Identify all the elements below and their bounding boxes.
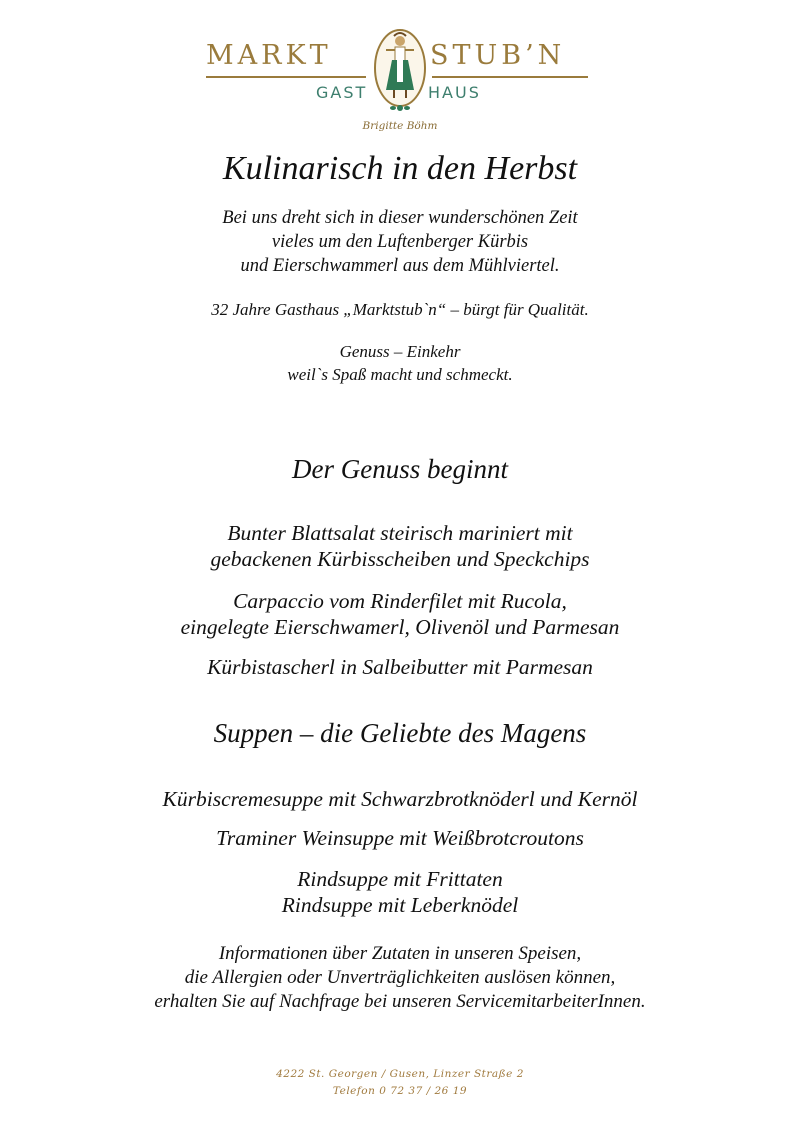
menu-item-line: Kürbistascherl in Salbeibutter mit Parmesan [207, 655, 593, 679]
menu-item-line: Kürbiscremesuppe mit Schwarzbrotknöderl und Kernöl [162, 787, 638, 811]
motto-line: Genuss – Einkehr [339, 342, 461, 361]
menu-item [0, 825, 800, 851]
section-title-soups: Suppen – die Geliebte des Magens [213, 718, 587, 748]
menu-item [0, 654, 800, 680]
footer-phone: Telefon 0 72 37 / 26 19 [332, 1085, 468, 1097]
allergen-note [0, 942, 800, 1014]
menu-item-line: Traminer Weinsuppe mit Weißbrotcroutons [216, 826, 584, 850]
motto-text [0, 340, 800, 386]
menu-item-line: Carpaccio vom Rinderfilet mit Rucola, [233, 589, 567, 613]
anniversary-text: 32 Jahre Gasthaus „Marktstub`n“ – bürgt für Qualität. [211, 300, 589, 319]
menu-item-line: gebackenen Kürbisscheiben und Speckchips [210, 547, 590, 571]
footer-contact [0, 1066, 800, 1100]
logo-sub-right: HAUS [428, 83, 481, 102]
dirndl-figure-icon [372, 28, 428, 116]
footer-address: 4222 St. Georgen / Gusen, Linzer Straße 2 [276, 1068, 524, 1080]
page-title: Kulinarisch in den Herbst [222, 150, 578, 187]
logo-owner-name: Brigitte Böhm [362, 120, 438, 132]
intro-line: Bei uns dreht sich in dieser wunderschönen Zeit [222, 208, 578, 228]
menu-item [0, 786, 800, 812]
logo-brand-right: STUB’N [430, 40, 566, 71]
motto-line: weil`s Spaß macht und schmeckt. [287, 365, 513, 384]
menu-item-line: Bunter Blattsalat steirisch mariniert mit [227, 521, 573, 545]
logo-divider-right [432, 76, 588, 78]
logo-sub-left: GAST [316, 83, 368, 102]
logo-divider-left [206, 76, 366, 78]
allergen-note-line: Informationen über Zutaten in unseren Speisen, [218, 943, 582, 964]
section-title-starters: Der Genuss beginnt [292, 454, 508, 484]
allergen-note-line: erhalten Sie auf Nachfrage bei unseren ServicemitarbeiterInnen. [154, 991, 646, 1012]
menu-item-line: eingelegte Eierschwamerl, Olivenöl und Parmesan [180, 615, 620, 639]
restaurant-logo [200, 28, 600, 140]
intro-line: und Eierschwammerl aus dem Mühlviertel. [240, 256, 560, 276]
logo-brand-left: MARKT [206, 40, 332, 71]
allergen-note-line: die Allergien oder Unverträglichkeiten auslösen können, [184, 967, 616, 988]
menu-item-line: Rindsuppe mit Leberknödel [281, 893, 519, 917]
menu-item [0, 520, 800, 572]
menu-item [0, 588, 800, 640]
intro-line: vieles um den Luftenberger Kürbis [271, 232, 529, 252]
intro-text [0, 206, 800, 278]
menu-item-line: Rindsuppe mit Frittaten [297, 867, 503, 891]
menu-item [0, 866, 800, 918]
